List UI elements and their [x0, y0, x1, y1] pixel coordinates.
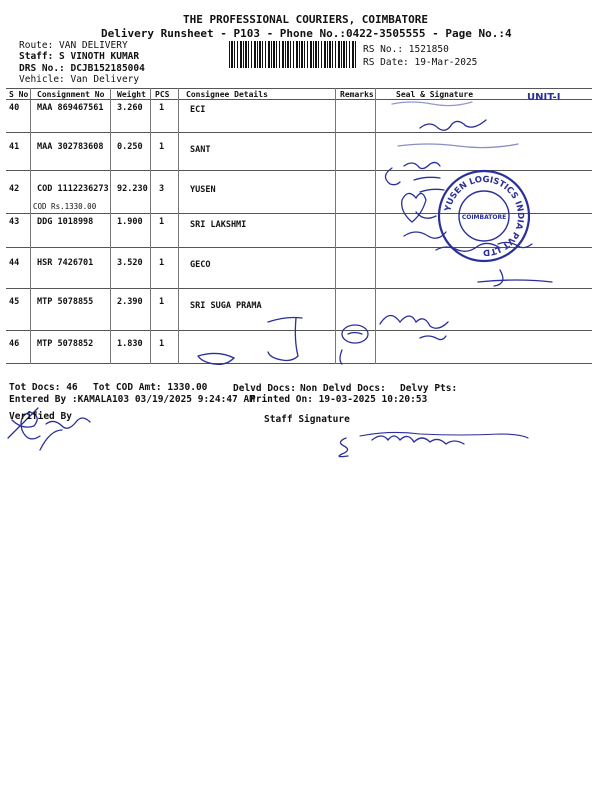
- col-sno: S No: [9, 90, 29, 99]
- runsheet-title: Delivery Runsheet - P103 - Phone No.:0422-3505555 - Page No.:4: [101, 27, 512, 40]
- row-consignment: COD 1112236273: [37, 184, 109, 194]
- row-consignment: HSR 7426701: [37, 258, 94, 268]
- stamp-company-text: YUSEN LOGISTICS INDIA PVT LTD: [443, 174, 526, 258]
- route-label: Route: VAN DELIVERY: [19, 40, 128, 51]
- row-weight: 1.900: [117, 217, 143, 227]
- row-consignment: MTP 5078852: [37, 339, 94, 349]
- row-sno: 45: [9, 297, 20, 307]
- vehicle-label: Vehicle: Van Delivery: [19, 74, 140, 85]
- stamp-partial-text: UNIT-I: [527, 92, 561, 103]
- row-sno: 44: [9, 258, 20, 268]
- row-pcs: 1: [159, 103, 165, 113]
- row-consignee: GECO: [190, 260, 211, 270]
- printed-on: Printed On: 19-03-2025 10:20:53: [250, 394, 428, 405]
- row-consignee: SRI LAKSHMI: [190, 220, 247, 230]
- row-pcs: 1: [159, 339, 165, 349]
- delvd-docs: Delvd Docs:: [233, 383, 296, 394]
- row-weight: 2.390: [117, 297, 143, 307]
- row-sno: 43: [9, 217, 20, 227]
- row-consignee: SANT: [190, 145, 211, 155]
- row-weight: 3.260: [117, 103, 143, 113]
- rs-date: RS Date: 19-Mar-2025: [363, 57, 478, 68]
- staff-signature-label: Staff Signature: [264, 414, 350, 425]
- row-consignment: MTP 5078855: [37, 297, 94, 307]
- row-weight: 1.830: [117, 339, 143, 349]
- col-weight: Weight: [117, 90, 146, 99]
- drs-label: DRS No.: DCJB152185004: [19, 63, 145, 74]
- col-remarks: Remarks: [340, 90, 374, 99]
- row-weight: 0.250: [117, 142, 143, 152]
- row-pcs: 1: [159, 217, 165, 227]
- col-consignment: Consignment No: [37, 90, 105, 99]
- col-pcs: PCS: [155, 90, 170, 99]
- row-sno: 40: [9, 103, 20, 113]
- row-weight: 3.520: [117, 258, 143, 268]
- row-consignment: DDG 1018998: [37, 217, 94, 227]
- non-delvd-docs: Non Delvd Docs:: [300, 383, 386, 394]
- company-title: THE PROFESSIONAL COURIERS, COIMBATORE: [183, 13, 429, 26]
- row-pcs: 1: [159, 297, 165, 307]
- row-sno: 41: [9, 142, 20, 152]
- verified-by: Verified By: [9, 411, 72, 422]
- row-consignee: YUSEN: [190, 185, 216, 195]
- entered-by: Entered By :KAMALA103 03/19/2025 9:24:47 AM: [9, 394, 255, 405]
- row-pcs: 3: [159, 184, 165, 194]
- tot-cod-amt: Tot COD Amt: 1330.00: [93, 382, 208, 393]
- delvy-pts: Delvy Pts:: [400, 383, 458, 394]
- barcode: [229, 41, 357, 68]
- col-consignee: Consignee Details: [186, 90, 268, 99]
- rs-no: RS No.: 1521850: [363, 44, 449, 55]
- company-stamp: [436, 168, 532, 264]
- row-consignee: SRI SUGA PRAMA: [190, 301, 262, 311]
- row-consignment: MAA 869467561: [37, 103, 104, 113]
- row-pcs: 1: [159, 142, 165, 152]
- staff-label: Staff: S VINOTH KUMAR: [19, 51, 140, 62]
- row-sno: 42: [9, 184, 20, 194]
- col-seal: Seal & Signature: [396, 90, 474, 99]
- row-consignment: MAA 302783608: [37, 142, 104, 152]
- row-pcs: 1: [159, 258, 165, 268]
- stamp-city-text: COIMBATORE: [461, 214, 507, 221]
- row-sno: 46: [9, 339, 20, 349]
- cod-note: COD Rs.1330.00: [33, 202, 97, 211]
- row-weight: 92.230: [117, 184, 148, 194]
- row-consignee: ECI: [190, 105, 206, 115]
- tot-docs: Tot Docs: 46: [9, 382, 78, 393]
